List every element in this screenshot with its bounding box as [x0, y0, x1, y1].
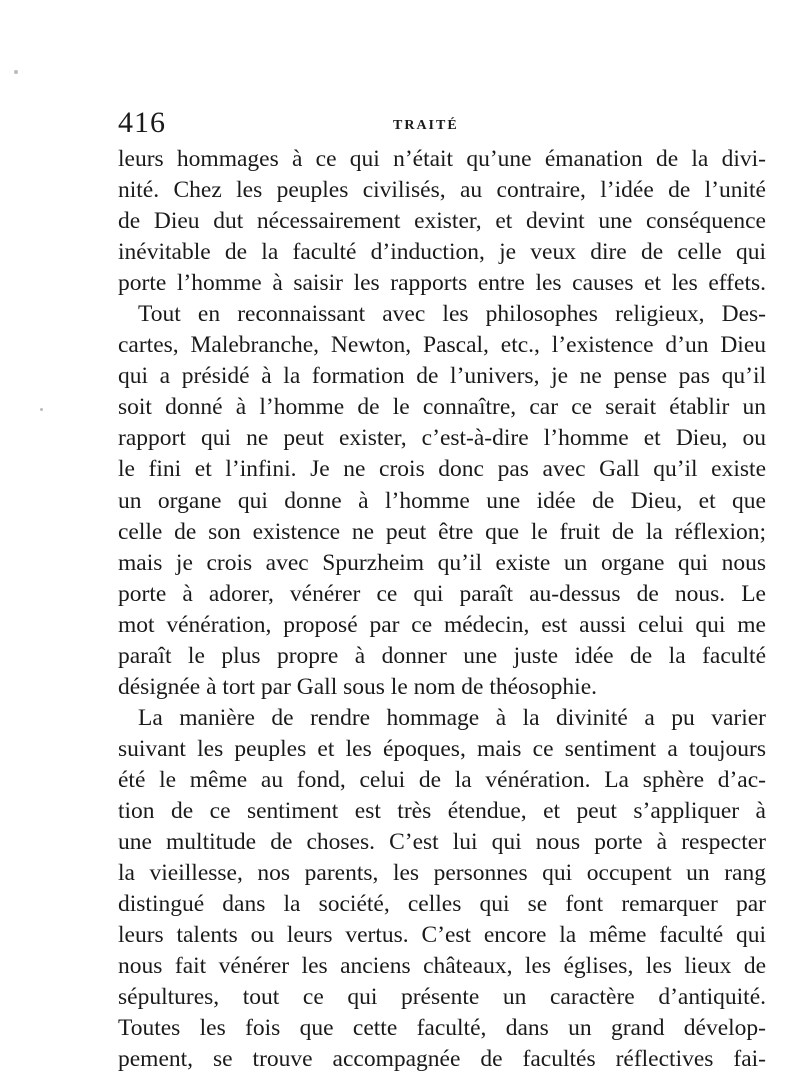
text-line: tion de ce sentiment est très étendue, et peut s’appliquer à [118, 797, 766, 824]
text-line: mais je crois avec Spurzheim qu’il existe un organe qui nous [118, 549, 766, 576]
running-title: TRAITÉ [393, 118, 459, 133]
text-line: leurs hommages à ce qui n’était qu’une émanation de la divi- [118, 146, 766, 172]
page-number: 416 [118, 106, 166, 139]
text-line: La manière de rendre hommage à la divinité a pu varier [138, 704, 766, 731]
text-line: nité. Chez les peuples civilisés, au contraire, l’idée de l’unité [118, 177, 766, 204]
text-line: paraît le plus propre à donner une juste idée de la faculté [118, 642, 766, 669]
page-header [118, 106, 758, 146]
text-line: un organe qui donne à l’homme une idée de Dieu, et que [118, 487, 766, 514]
text-line: rapport qui ne peut exister, c’est-à-dire l’homme et Dieu, ou [118, 425, 766, 452]
text-line: qui a présidé à la formation de l’univers, je ne pense pas qu’il [118, 363, 766, 390]
text-line: désignée à tort par Gall sous le nom de théosophie. [118, 673, 598, 700]
text-line: cartes, Malebranche, Newton, Pascal, etc., l’existence d’un Dieu [118, 332, 766, 359]
text-line: le fini et l’infini. Je ne crois donc pas avec Gall qu’il existe [118, 456, 766, 483]
text-line: suivant les peuples et les époques, mais ce sentiment a toujours [118, 735, 766, 762]
text-line: mot vénération, proposé par ce médecin, est aussi celui qui me [118, 611, 766, 638]
text-line: Toutes les fois que cette faculté, dans un grand dévelop- [118, 1015, 766, 1042]
text-line: inévitable de la faculté d’induction, je veux dire de celle qui [118, 239, 766, 266]
text-line: été le même au fond, celui de la vénération. La sphère d’ac- [118, 766, 766, 793]
text-line: de Dieu dut nécessairement exister, et devint une conséquence [118, 208, 766, 235]
text-line: distingué dans la société, celles qui se font remarquer par [118, 891, 766, 918]
text-line: porte l’homme à saisir les rapports entre les causes et les effets. [118, 270, 766, 297]
text-line: pement, se trouve accompagnée de facultés réflectives fai- [118, 1046, 766, 1073]
text-line: porte à adorer, vénérer ce qui paraît au-dessus de nous. Le [118, 580, 766, 607]
text-line: Tout en reconnaissant avec les philosophes religieux, Des- [138, 301, 766, 328]
paper-speck [40, 408, 43, 411]
body-text [118, 144, 766, 1075]
text-line: une multitude de choses. C’est lui qui nous porte à respecter [118, 829, 766, 856]
text-line: celle de son existence ne peut être que le fruit de la réflexion; [118, 518, 766, 545]
text-line: leurs talents ou leurs vertus. C’est encore la même faculté qui [118, 922, 766, 949]
text-line: nous fait vénérer les anciens châteaux, les églises, les lieux de [118, 953, 766, 980]
paper-speck [14, 70, 18, 74]
text-line: sépultures, tout ce qui présente un caractère d’antiquité. [118, 984, 766, 1011]
text-line: la vieillesse, nos parents, les personnes qui occupent un rang [118, 860, 766, 887]
text-line: soit donné à l’homme de le connaître, car ce serait établir un [118, 394, 766, 421]
